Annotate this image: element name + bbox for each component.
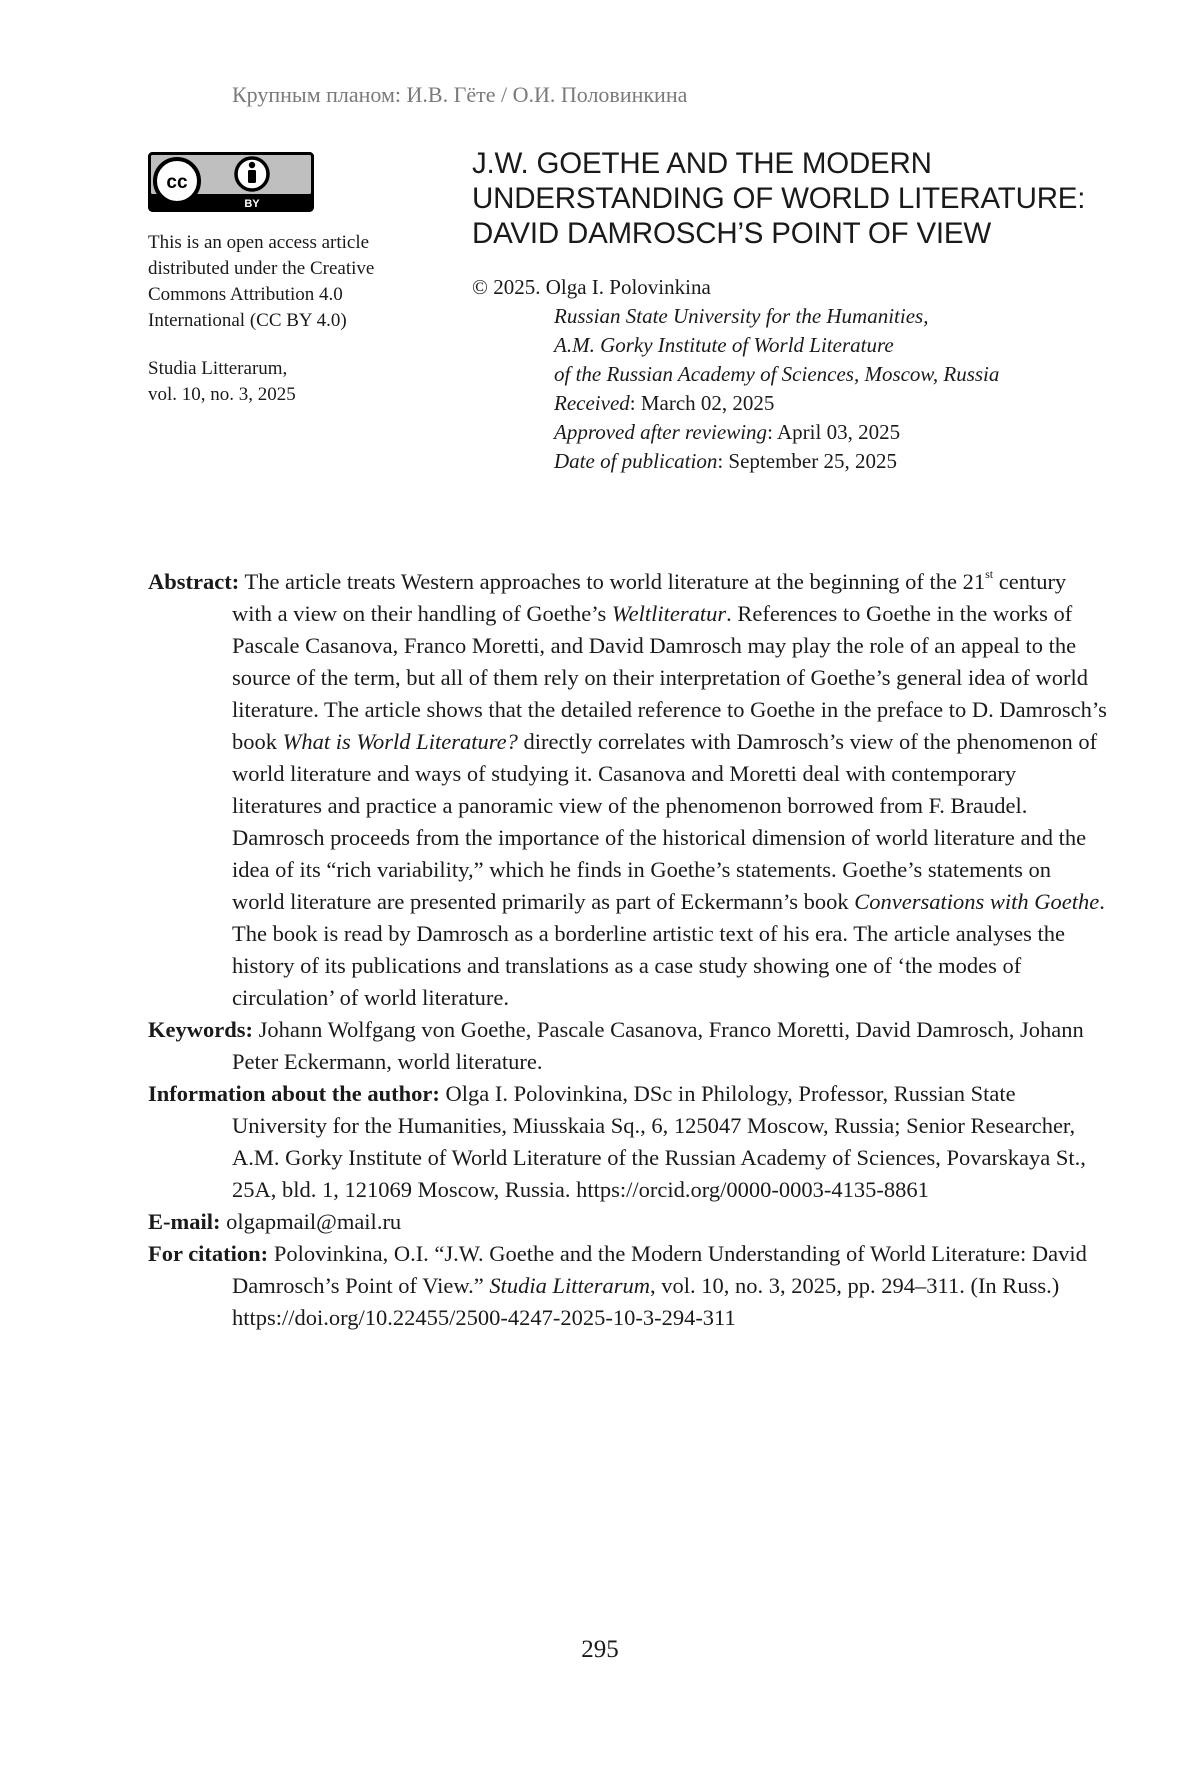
citation: For citation: Polovinkina, O.I. “J.W. Goethe and the Modern Understanding of World Literature: David Damrosch’s Point of View.” Studia Litterarum, vol. 10, no. 3, 2025, pp. 294–311. (In Russ.) https://doi.org/10.22455/2500-4247-2025-10-3-294-311 <box>148 1241 1087 1330</box>
approved-date: Approved after reviewing: April 03, 2025 <box>554 420 901 444</box>
journal-name: Studia Litterarum, <box>148 358 288 379</box>
author-info-label: Information about the author: <box>148 1081 440 1106</box>
keywords: Keywords: Johann Wolfgang von Goethe, Pascale Casanova, Franco Moretti, David Damrosch, Johann Peter Eckermann, world literature. <box>148 1017 1084 1074</box>
affiliation <box>554 302 1122 476</box>
author-information: Information about the author: Olga I. Polovinkina, DSc in Philology, Professor, Russian State University for the Humanities, Miusskaia Sq., 6, 125047 Moscow, Russia; Senior Researcher, A.M. Gorky Institute of World Literature of the Russian Academy of Sciences, Povarskaya St., 25A, bld. 1, 121069 Moscow, Russia. https://orcid.org/0000-0003-4135-8861 <box>148 1081 1086 1202</box>
publication-date: Date of publication: September 25, 2025 <box>554 449 897 473</box>
received-date: Received: March 02, 2025 <box>554 391 775 415</box>
abstract-section <box>148 566 1108 1334</box>
affiliation-line-2: A.M. Gorky Institute of World Literature <box>554 333 894 357</box>
affiliation-line-3: of the Russian Academy of Sciences, Moscow, Russia <box>554 362 1000 386</box>
keywords-label: Keywords: <box>148 1017 253 1042</box>
page-number: 295 <box>581 1636 619 1663</box>
journal-issue: vol. 10, no. 3, 2025 <box>148 384 296 405</box>
article-title: J.W. GOETHE AND THE MODERN UNDERSTANDING OF WORLD LITERATURE: DAVID DAMROSCH’S POINT OF VIEW <box>472 147 1086 250</box>
abstract-label: Abstract: <box>148 569 240 594</box>
author-line: © 2025. Olga I. Polovinkina <box>472 275 711 299</box>
abstract: Abstract: The article treats Western approaches to world literature at the beginning of the 21st century with a view on their handling of Goethe’s Weltliteratur. References to Goethe in the works of Pascale Casanova, Franco Moretti, and David Damrosch may play the role of an appeal to the source of the term, but all of them rely on their interpretation of Goethe’s general idea of world literature. The article shows that the detailed reference to Goethe in the preface to D. Damrosch’s book What is World Literature? directly correlates with Damrosch’s view of the phenomenon of world literature and ways of studying it. Casanova and Moretti deal with contemporary literatures and practice a panoramic view of the phenomenon borrowed from F. Braudel. Damrosch proceeds from the importance of the historical dimension of world literature and the idea of its “rich variability,” which he finds in Goethe’s statements. Goethe’s statements on world literature are presented primarily as part of Eckermann’s book Conversations with Goethe. The book is read by Damrosch as a borderline artistic text of his era. The article analyses the history of its publications and translations as a case study showing one of ‘the modes of circulation’ of world literature. <box>148 567 1107 1010</box>
journal-info <box>148 356 438 408</box>
email <box>148 1206 1108 1238</box>
cc-by-license-icon <box>148 152 314 212</box>
running-head: Крупным планом: И.В. Гёте / О.И. Половинкина <box>232 82 688 107</box>
affiliation-line-1: Russian State University for the Humanities, <box>554 304 929 328</box>
citation-label: For citation: <box>148 1241 269 1266</box>
by-label: BY <box>244 198 260 210</box>
license-text: This is an open access article distributed under the Creative Commons Attribution 4.0 International (CC BY 4.0) <box>148 232 375 331</box>
cc-label: cc <box>166 172 188 193</box>
email-label: E-mail: <box>148 1209 221 1234</box>
email-value[interactable]: olgapmail@mail.ru <box>220 1209 402 1234</box>
article-header <box>472 146 1122 476</box>
license-column <box>148 152 438 408</box>
